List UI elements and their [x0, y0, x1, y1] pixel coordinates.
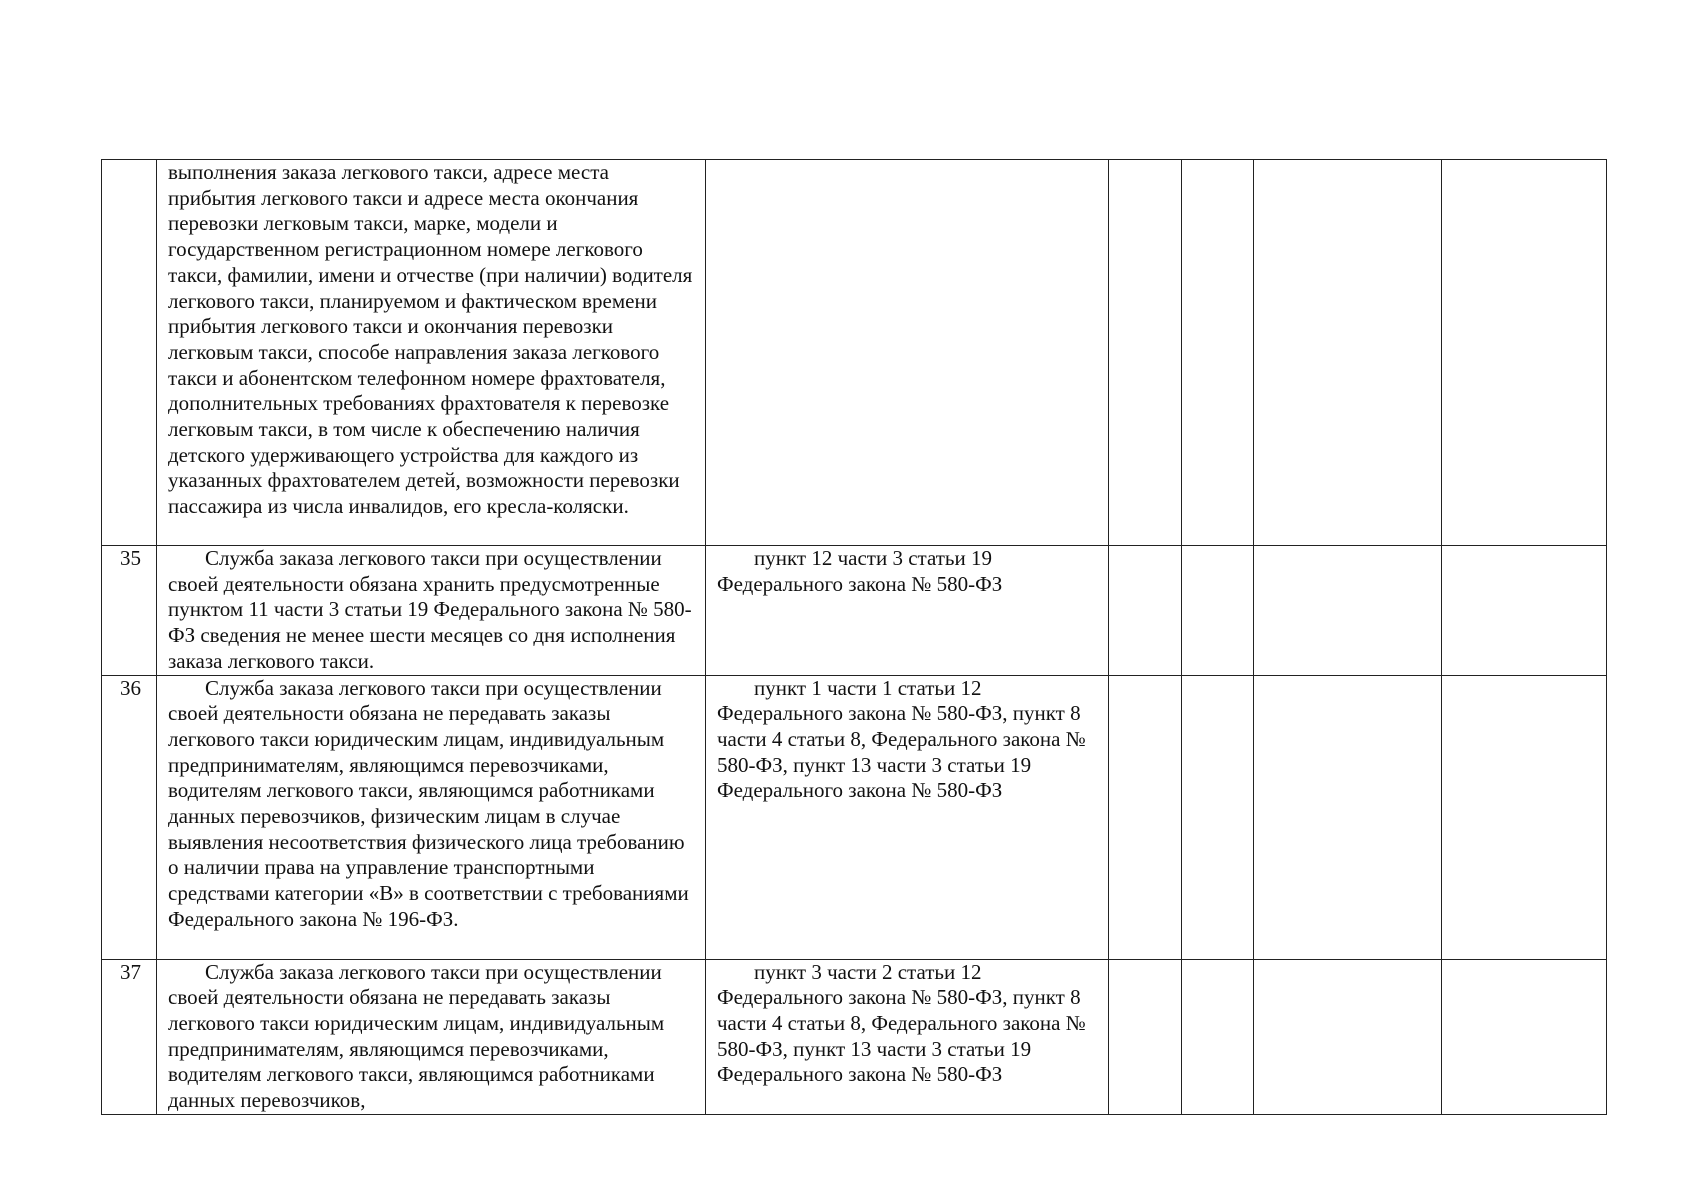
table-row: [102, 546, 1607, 676]
requirement-text: Служба заказа легкового такси при осуществлении своей деятельности обязана хранить предусмотренные пунктом 11 части 3 статьи 19 Федерального закона № 580-ФЗ сведения не менее шести месяцев со дня исполнения заказа легкового такси.: [168, 546, 692, 673]
reference-cell: [706, 959, 1109, 1114]
table-row: [102, 675, 1607, 959]
empty-cell: [1182, 675, 1254, 959]
requirement-cell: [157, 675, 706, 959]
requirement-cell: [157, 160, 706, 546]
empty-cell: [1109, 675, 1182, 959]
requirement-text: Служба заказа легкового такси при осуществлении своей деятельности обязана не передавать заказы легкового такси юридическим лицам, индивидуальным предпринимателям, являющимся перевозчиками, водителям легкового такси, являющимся работниками данных перевозчиков, физическим лицам в случае выявления несоответствия физического лица требованию о наличии права на управление транспортными средствами категории «B» в соответствии с требованиями Федерального закона № 196-ФЗ.: [168, 675, 689, 931]
empty-cell: [1442, 675, 1607, 959]
reference-text: пункт 12 части 3 статьи 19 Федерального закона № 580-ФЗ: [717, 546, 1003, 596]
requirement-text: выполнения заказа легкового такси, адресе места прибытия легкового такси и адресе места окончания перевозки легковым такси, марке, модели и государственном регистрационном номере легкового такси, фамилии, имени и отчестве (при наличии) водителя легкового такси, планируемом и фактическом времени прибытия легкового такси и окончания перевозки легковым такси, способе направления заказа легкового такси и абонентском телефонном номере фрахтователя, дополнительных требованиях фрахтователя к перевозке легковым такси, в том числе к обеспечению наличия детского удерживающего устройства для каждого из указанных фрахтователем детей, возможности перевозки пассажира из числа инвалидов, его кресла-коляски.: [168, 160, 693, 519]
empty-cell: [1254, 675, 1442, 959]
requirement-text: Служба заказа легкового такси при осуществлении своей деятельности обязана не передавать заказы легкового такси юридическим лицам, индивидуальным предпринимателям, являющимся перевозчиками, водителям легкового такси, являющимся работниками данных перевозчиков,: [168, 959, 665, 1113]
reference-cell: [706, 546, 1109, 676]
empty-cell: [1254, 959, 1442, 1114]
requirements-table: [101, 159, 1607, 1115]
empty-cell: [1109, 546, 1182, 676]
empty-cell: [1254, 546, 1442, 676]
row-number-cell: 36: [102, 675, 157, 959]
empty-cell: [1442, 160, 1607, 546]
requirement-cell: [157, 546, 706, 676]
empty-cell: [1109, 160, 1182, 546]
reference-cell: [706, 160, 1109, 546]
row-number-cell: [102, 160, 157, 546]
empty-cell: [1254, 160, 1442, 546]
empty-cell: [1442, 959, 1607, 1114]
empty-cell: [1182, 160, 1254, 546]
reference-cell: [706, 675, 1109, 959]
table-row: [102, 160, 1607, 546]
empty-cell: [1182, 546, 1254, 676]
reference-text: пункт 1 части 1 статьи 12 Федерального закона № 580-ФЗ, пункт 8 части 4 статьи 8, Федерального закона № 580-ФЗ, пункт 13 части 3 статьи 19 Федерального закона № 580-ФЗ: [717, 675, 1086, 803]
empty-cell: [1182, 959, 1254, 1114]
empty-cell: [1442, 546, 1607, 676]
table-row: [102, 959, 1607, 1114]
reference-text: пункт 3 части 2 статьи 12 Федерального закона № 580-ФЗ, пункт 8 части 4 статьи 8, Федерального закона № 580-ФЗ, пункт 13 части 3 статьи 19 Федерального закона № 580-ФЗ: [717, 959, 1086, 1087]
empty-cell: [1109, 959, 1182, 1114]
row-number-cell: 35: [102, 546, 157, 676]
requirement-cell: [157, 959, 706, 1114]
row-number-cell: 37: [102, 959, 157, 1114]
